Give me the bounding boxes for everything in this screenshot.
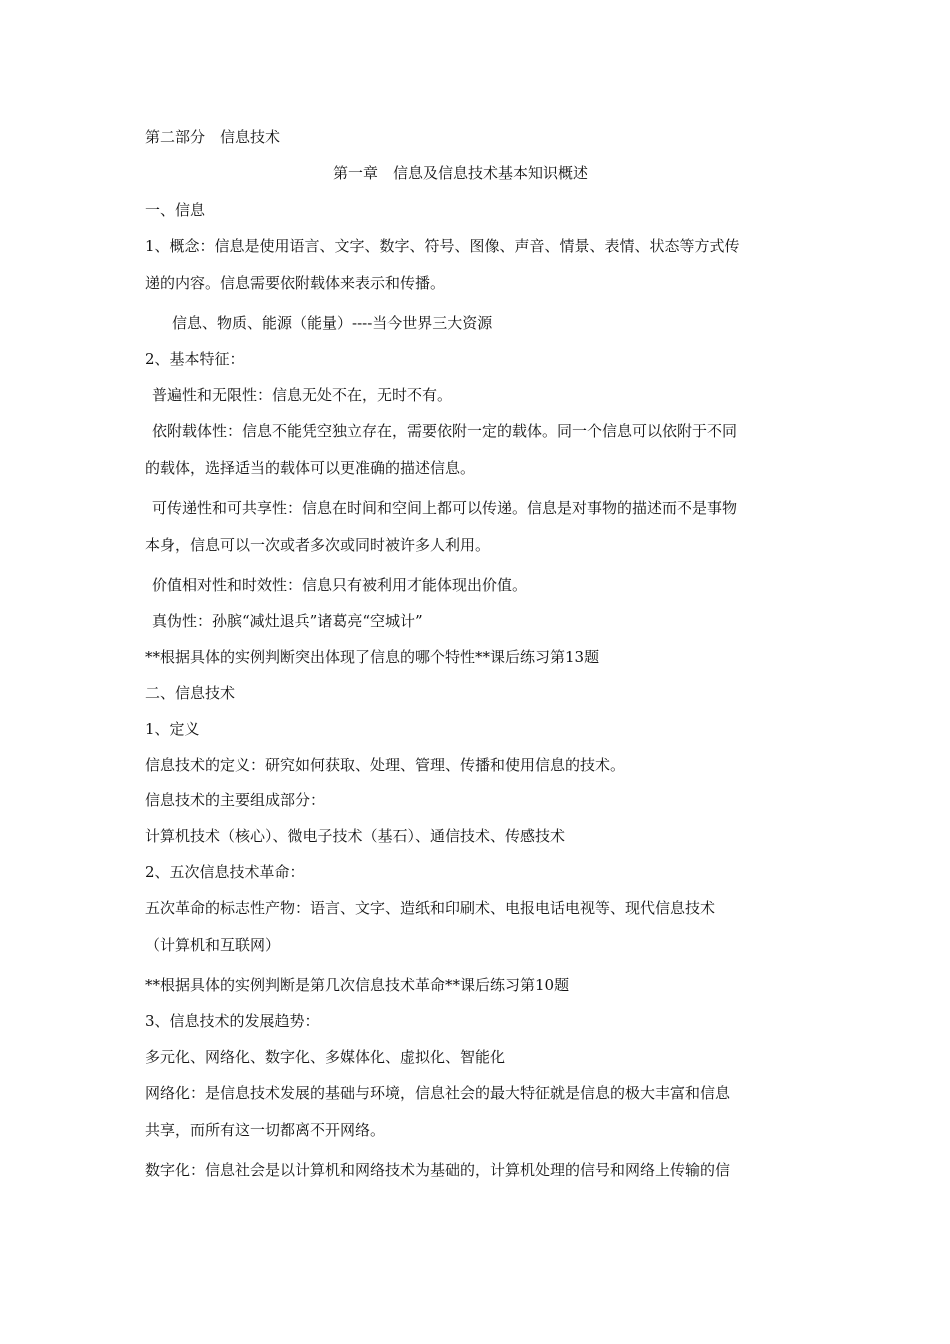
paragraph-line: 1、概念：信息是使用语言、文字、数字、符号、图像、声音、情景、表情、状态等方式传 <box>145 237 740 255</box>
exercise-note: **根据具体的实例判断是第几次信息技术革命**课后练习第10题 <box>145 976 570 994</box>
paragraph-line: （计算机和互联网） <box>145 936 281 954</box>
paragraph-line: 可传递性和可共享性：信息在时间和空间上都可以传递。信息是对事物的描述而不是事物 <box>152 499 738 517</box>
components-heading: 信息技术的主要组成部分： <box>145 791 326 809</box>
section-heading-information: 一、信息 <box>145 201 206 219</box>
part-title: 第二部分 信息技术 <box>145 128 281 146</box>
paragraph-line: 共享，而所有这一切都离不开网络。 <box>145 1121 386 1139</box>
chapter-title: 第一章 信息及信息技术基本知识概述 <box>333 164 589 182</box>
components-text: 计算机技术（核心）、微电子技术（基石）、通信技术、传感技术 <box>145 827 566 845</box>
feature-item <box>145 498 807 555</box>
revolutions-heading: 2、五次信息技术革命： <box>145 863 305 881</box>
feature-item: 普遍性和无限性：信息无处不在，无时不有。 <box>152 386 453 404</box>
paragraph-line: 五次革命的标志性产物：语言、文字、造纸和印刷术、电报电话电视等、现代信息技术 <box>145 899 716 917</box>
definition-heading: 1、定义 <box>145 720 200 738</box>
features-heading: 2、基本特征： <box>145 350 245 368</box>
paragraph-line: 本身，信息可以一次或者多次或同时被许多人利用。 <box>145 536 491 554</box>
paragraph-line: 的载体，选择适当的载体可以更准确的描述信息。 <box>145 459 476 477</box>
feature-item: 真伪性：孙膑“减灶退兵”诸葛亮“空城计” <box>152 612 423 630</box>
trends-heading: 3、信息技术的发展趋势： <box>145 1012 320 1030</box>
feature-item <box>145 421 807 478</box>
trends-text: 多元化、网络化、数字化、多媒体化、虚拟化、智能化 <box>145 1048 506 1066</box>
concept-paragraph <box>145 236 807 293</box>
feature-item: 价值相对性和时效性：信息只有被利用才能体现出价值。 <box>152 576 528 594</box>
revolutions-paragraph <box>145 898 807 955</box>
definition-text: 信息技术的定义：研究如何获取、处理、管理、传播和使用信息的技术。 <box>145 756 626 774</box>
paragraph-line: 网络化：是信息技术发展的基础与环境，信息社会的最大特征就是信息的极大丰富和信息 <box>145 1084 731 1102</box>
paragraph-line: 依附载体性：信息不能凭空独立存在，需要依附一定的载体。同一个信息可以依附于不同 <box>152 422 738 440</box>
three-resources-line: 信息、物质、能源（能量）----当今世界三大资源 <box>172 314 493 332</box>
exercise-note: **根据具体的实例判断突出体现了信息的哪个特性**课后练习第13题 <box>145 648 600 666</box>
digitization-paragraph-line: 数字化：信息社会是以计算机和网络技术为基础的，计算机处理的信号和网络上传输的信 <box>145 1161 731 1179</box>
paragraph-line: 递的内容。信息需要依附载体来表示和传播。 <box>145 274 446 292</box>
section-heading-it: 二、信息技术 <box>145 684 236 702</box>
networking-paragraph <box>145 1083 807 1140</box>
